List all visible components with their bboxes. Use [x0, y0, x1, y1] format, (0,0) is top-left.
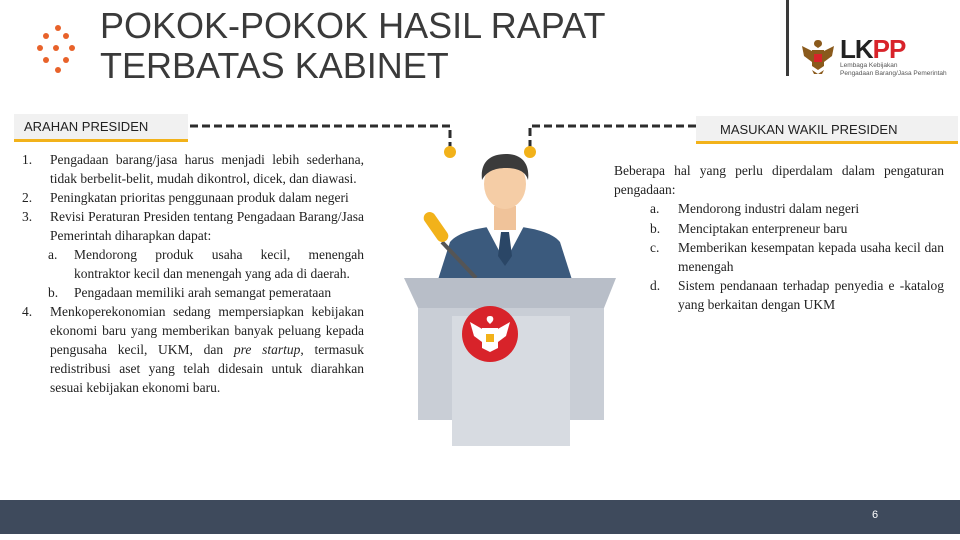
list-item: 1. Pengadaan barang/jasa harus menjadi lebih sederhana, tidak berbelit-belit, mudah dikontrol, dicek, dan diawasi. [22, 152, 364, 186]
logo-wordmark: LKPP [840, 34, 906, 64]
arahan-presiden-list [22, 150, 364, 397]
footer-bar [0, 500, 960, 534]
masukan-wakil-presiden-label: MASUKAN WAKIL PRESIDEN [696, 116, 958, 144]
list-subitem: b. Pengadaan memiliki arah semangat pemerataan [48, 285, 332, 300]
page-title [100, 6, 605, 86]
list-subitem: a. Mendorong industri dalam negeri [650, 201, 860, 217]
title-line-1: POKOK-POKOK HASIL RAPAT [100, 5, 606, 46]
list-item: 4. Menkoperekonomian sedang mempersiapkan kebijakan ekonomi baru yang memberikan banyak peluang kepada pengusaha kecil, UKM, dan pre startup, termasuk redistribusi aset yang telah didesain untuk diarahkan sesuai kebijakan ekonomi baru. [22, 304, 364, 395]
list-item: 3. Revisi Peraturan Presiden tentang Pengadaan Barang/Jasa Pemerintah diharapkan dapat: [22, 209, 364, 243]
arahan-presiden-label: ARAHAN PRESIDEN [14, 114, 188, 142]
list-subitem: b. Menciptakan enterpreneur baru [650, 220, 848, 236]
list-subitem: c. Memberikan kesempatan kepada usaha kecil dan menengah [650, 239, 944, 275]
masukan-wakil-presiden-content [614, 161, 944, 315]
lkpp-logo [800, 34, 947, 80]
dots-grid-icon [36, 24, 80, 76]
intro-text: Beberapa hal yang perlu diperdalam dalam pengaturan pengadaan: [614, 163, 944, 198]
speaker-at-podium-illustration [378, 150, 618, 450]
list-item: 2. Peningkatan prioritas penggunaan produk dalam negeri [22, 190, 349, 205]
title-line-2: TERBATAS KABINET [100, 45, 449, 86]
list-subitem: d. Sistem pendanaan terhadap penyedia e -katalog yang berkaitan dengan UKM [650, 278, 944, 313]
garuda-logo-icon [800, 36, 836, 76]
logo-subtitle: Lembaga Kebijakan Pengadaan Barang/Jasa Pemerintah [840, 62, 947, 77]
page-number: 6 [872, 509, 879, 521]
header-divider [786, 0, 789, 76]
list-subitem: a. Mendorong produk usaha kecil, menengah kontraktor kecil dan menengah yang ada di daerah. [48, 247, 364, 281]
